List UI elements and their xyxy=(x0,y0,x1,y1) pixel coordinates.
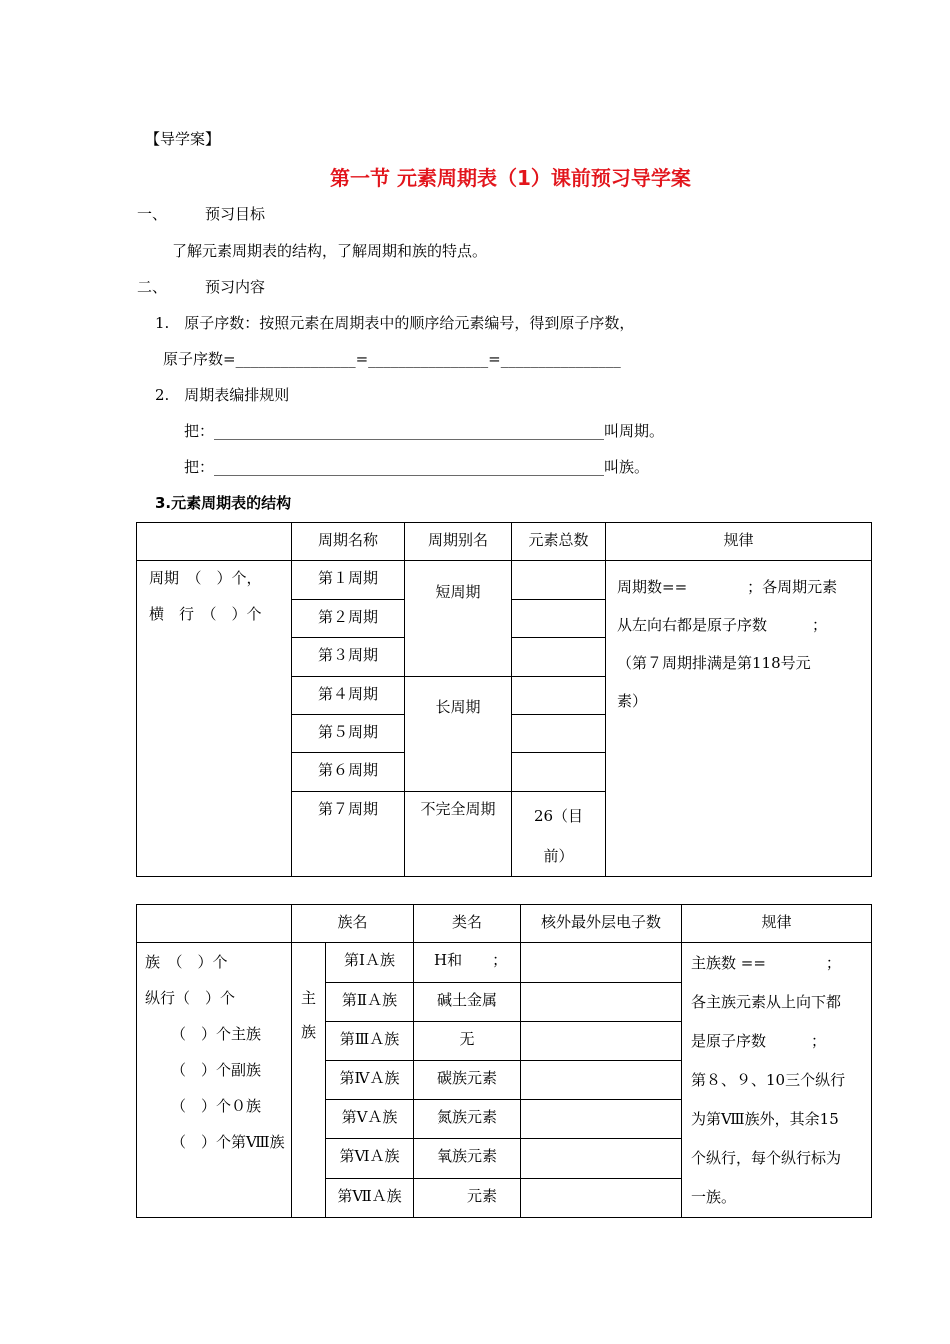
section-one-title: 预习目标 xyxy=(205,205,266,223)
incomplete-period-label: 不完全周期 xyxy=(405,792,512,877)
group-class-6: 氧族元素 xyxy=(414,1139,521,1179)
group-rule-line5: 为第Ⅷ族外，其余15 xyxy=(691,1110,839,1128)
group-row-7: 第ⅦＡ族 xyxy=(326,1179,414,1218)
group-header-class: 类名 xyxy=(414,905,521,943)
period-row-6: 第６周期 xyxy=(292,753,405,792)
group-table xyxy=(136,904,872,1218)
group-class-3: 无 xyxy=(414,1021,521,1060)
period-total-2 xyxy=(512,600,606,638)
group-left-line4: （ ）个副族 xyxy=(171,1061,262,1079)
period-left-line1: 周期 （ ）个， xyxy=(149,569,262,587)
group-rule-line6: 个纵行，每个纵行标为 xyxy=(691,1149,842,1167)
period-total-7 xyxy=(512,792,606,877)
group-class-7: 元素 xyxy=(414,1179,521,1218)
item2-line2: 把：____________________________________________________叫族。 xyxy=(184,458,650,476)
period-left-cell xyxy=(137,561,292,877)
page-title: 第一节 元素周期表（1）课前预习导学案 xyxy=(330,166,691,190)
section-two-number: 二、 xyxy=(137,278,168,296)
main-group-label-1: 主 xyxy=(300,989,316,1007)
period-total-6 xyxy=(512,753,606,792)
period-rule-line2: 从左向右都是原子序数 ； xyxy=(617,616,828,634)
group-left-line5: （ ）个０族 xyxy=(171,1097,262,1115)
group-left-cell xyxy=(137,943,292,1218)
item3-title: 3.元素周期表的结构 xyxy=(155,494,292,512)
main-group-label xyxy=(292,943,326,1218)
period-left-line2: 横 行 （ ）个 xyxy=(149,605,262,623)
group-electrons-6 xyxy=(521,1139,682,1179)
group-class-5: 氮族元素 xyxy=(414,1100,521,1139)
period-row-7: 第７周期 xyxy=(292,792,405,877)
item1-line1: 1. 原子序数：按照元素在周期表中的顺序给元素编号，得到原子序数， xyxy=(155,314,635,332)
group-rule-line1: 主族数 == ； xyxy=(691,954,841,972)
period-total-1 xyxy=(512,561,606,600)
group-electrons-5 xyxy=(521,1100,682,1139)
period-row-5: 第５周期 xyxy=(292,715,405,753)
long-period-label: 长周期 xyxy=(405,677,512,792)
item1-line2: 原子序数=________________=________________=________________ xyxy=(163,350,621,368)
group-header-name: 族名 xyxy=(292,905,414,943)
group-row-2: 第ⅡＡ族 xyxy=(326,982,414,1021)
group-left-line3: （ ）个主族 xyxy=(171,1025,262,1043)
period-row-1: 第１周期 xyxy=(292,561,405,600)
item2-line1: 把：____________________________________________________叫周期。 xyxy=(184,422,665,440)
group-class-4: 碳族元素 xyxy=(414,1060,521,1100)
period-header-total: 元素总数 xyxy=(512,523,606,561)
period-table xyxy=(136,522,872,877)
period-rule-line3: （第７周期排满是第118号元 xyxy=(617,654,811,672)
group-electrons-3 xyxy=(521,1021,682,1060)
group-rule-line3: 是原子序数 ； xyxy=(691,1032,827,1050)
group-row-6: 第ⅥＡ族 xyxy=(326,1139,414,1179)
period-total-5 xyxy=(512,715,606,753)
period-rule-cell xyxy=(606,561,872,877)
group-row-4: 第ⅣＡ族 xyxy=(326,1060,414,1100)
group-rule-line2: 各主族元素从上向下都 xyxy=(691,993,842,1011)
section-one-number: 一、 xyxy=(137,205,168,223)
period-header-name: 周期名称 xyxy=(292,523,405,561)
group-header-blank xyxy=(137,905,292,943)
period-total-4 xyxy=(512,677,606,715)
group-class-2: 碱土金属 xyxy=(414,982,521,1021)
section-one-text: 了解元素周期表的结构，了解周期和族的特点。 xyxy=(172,242,488,260)
group-class-1: H和 ； xyxy=(414,943,521,983)
group-header-electrons: 核外最外层电子数 xyxy=(521,905,682,943)
group-left-line1: 族 （ ）个 xyxy=(145,953,228,971)
group-left-line6: （ ）个第Ⅷ族 xyxy=(171,1133,285,1151)
section-two-title: 预习内容 xyxy=(205,278,266,296)
main-group-label-2: 族 xyxy=(300,1023,316,1041)
period-total-7-line2: 前） xyxy=(543,847,574,865)
group-rule-line4: 第８、９、10三个纵行 xyxy=(691,1071,846,1089)
group-electrons-1 xyxy=(521,943,682,983)
period-row-2: 第２周期 xyxy=(292,600,405,638)
period-header-blank xyxy=(137,523,292,561)
period-total-7-line1: 26（目 xyxy=(533,807,584,825)
short-period-label: 短周期 xyxy=(405,561,512,677)
group-row-1: 第ⅠＡ族 xyxy=(326,943,414,983)
group-rule-line7: 一族。 xyxy=(691,1188,737,1206)
period-rule-line4: 素） xyxy=(617,692,648,710)
group-electrons-7 xyxy=(521,1179,682,1218)
period-header-rule: 规律 xyxy=(606,523,872,561)
group-left-line2: 纵行（ ）个 xyxy=(145,989,236,1007)
group-header-rule: 规律 xyxy=(682,905,872,943)
period-header-alias: 周期别名 xyxy=(405,523,512,561)
period-row-4: 第４周期 xyxy=(292,677,405,715)
group-row-5: 第ⅤＡ族 xyxy=(326,1100,414,1139)
group-rule-cell xyxy=(682,943,872,1218)
period-rule-line1: 周期数== ；各周期元素 xyxy=(617,578,838,596)
item2-title: 2. 周期表编排规则 xyxy=(155,386,290,404)
group-row-3: 第ⅢＡ族 xyxy=(326,1021,414,1060)
group-electrons-4 xyxy=(521,1060,682,1100)
period-row-3: 第３周期 xyxy=(292,638,405,677)
period-total-3 xyxy=(512,638,606,677)
group-electrons-2 xyxy=(521,982,682,1021)
header-tag: 【导学案】 xyxy=(145,130,221,148)
